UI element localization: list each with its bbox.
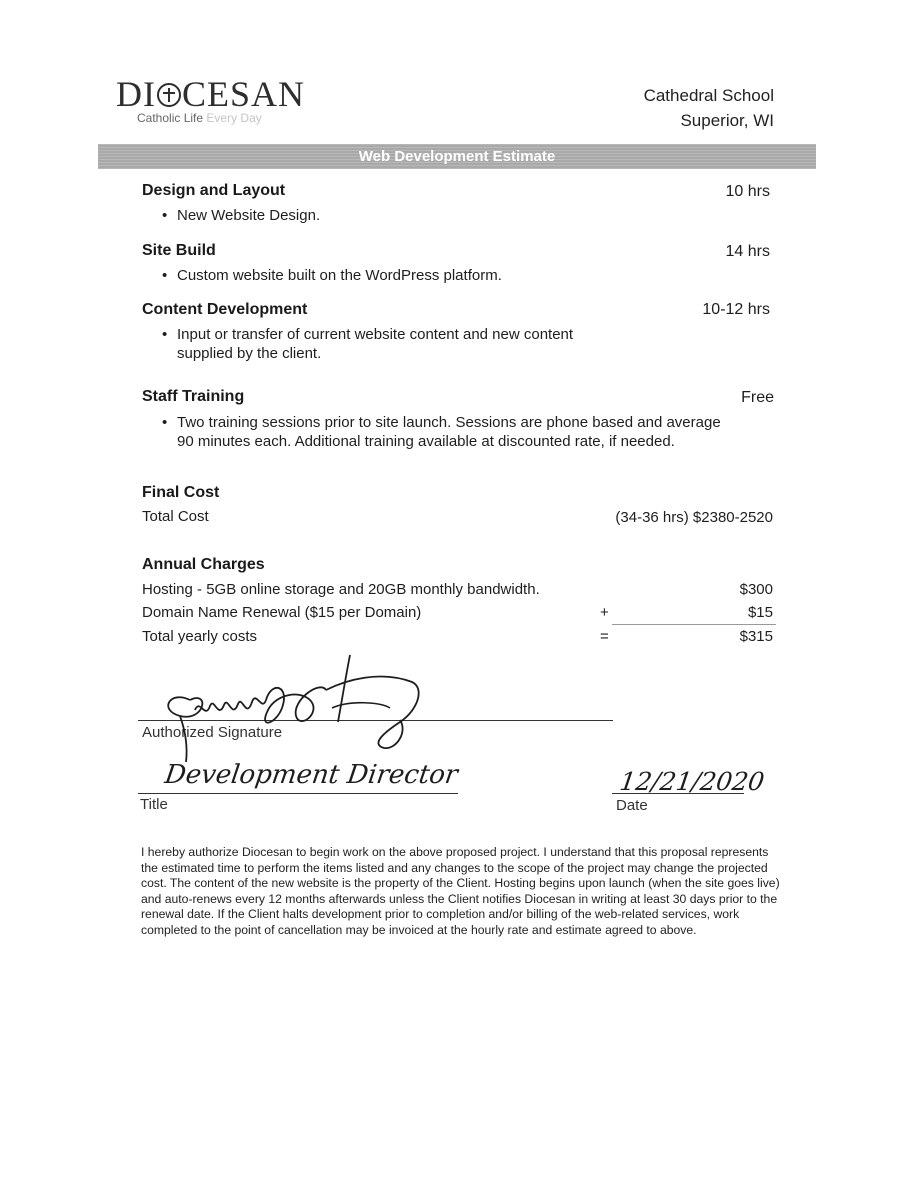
charge-amount: $300 — [739, 581, 773, 598]
sum-rule — [612, 624, 776, 625]
section-bullet: • Custom website built on the WordPress platform. — [162, 266, 722, 285]
school-name: Cathedral School — [643, 86, 774, 105]
section-hours: Free — [741, 389, 774, 406]
title-handwritten: Development Director — [162, 760, 460, 790]
final-cost-heading: Final Cost — [142, 484, 220, 501]
total-cost-value: (34-36 hrs) $2380-2520 — [615, 509, 773, 526]
authorization-paragraph: I hereby authorize Diocesan to begin work on the above proposed project. I understand that this proposal represents the estimated time to perform the items listed and any changes to the scope of the project may change the projected cost. The content of the new website is the property of the Client. Hosting begins upon launch (when the site goes live) and auto-renews every 12 months afterwards unless the Client notifies Diocesan in writing at least 30 days prior to the renewal date. If the Client halts development prior to completion and/or billing of the web-related services, work completed to the point of cancellation may be invoiced at the hourly rate and estimate agreed to above. — [141, 845, 780, 937]
diocesan-logo: DI CESAN — [116, 74, 306, 114]
section-hours: 14 hrs — [725, 243, 770, 260]
cross-circle-icon — [157, 83, 181, 107]
section-hours: 10-12 hrs — [702, 301, 770, 318]
plus-operator: + — [600, 604, 609, 621]
date-label: Date — [616, 797, 648, 814]
tagline-light: Every Day — [206, 111, 262, 125]
total-cost-label: Total Cost — [142, 508, 209, 525]
section-bullet: • Input or transfer of current website content and new content supplied by the client. — [162, 325, 622, 363]
annual-charges-heading: Annual Charges — [142, 556, 265, 573]
tagline-dark: Catholic Life — [137, 111, 204, 125]
logo-tagline — [137, 111, 262, 125]
section-bullet: • New Website Design. — [162, 206, 722, 225]
section-heading: Site Build — [142, 242, 216, 259]
section-heading: Design and Layout — [142, 182, 286, 199]
charge-label: Hosting - 5GB online storage and 20GB monthly bandwidth. — [142, 581, 540, 598]
equals-operator: = — [600, 628, 609, 645]
estimate-title-banner: Web Development Estimate — [98, 144, 816, 169]
charge-amount: $15 — [747, 604, 773, 621]
school-block — [644, 83, 774, 133]
section-bullet: • Two training sessions prior to site launch. Sessions are phone based and average 90 minutes each. Additional training available at discounted rate, if needed. — [162, 413, 732, 451]
section-heading: Content Development — [142, 301, 308, 318]
title-label: Title — [140, 796, 168, 813]
title-line — [138, 793, 458, 794]
section-hours: 10 hrs — [725, 183, 770, 200]
handwritten-signature — [150, 650, 430, 770]
charge-amount: $315 — [739, 628, 773, 645]
date-handwritten: 12/21/2020 — [617, 767, 767, 796]
section-heading: Staff Training — [142, 388, 245, 405]
authorized-signature-label: Authorized Signature — [142, 724, 283, 741]
charge-label: Total yearly costs — [142, 628, 258, 645]
school-location: Superior, WI — [680, 111, 774, 130]
charge-label: Domain Name Renewal ($15 per Domain) — [142, 604, 422, 621]
